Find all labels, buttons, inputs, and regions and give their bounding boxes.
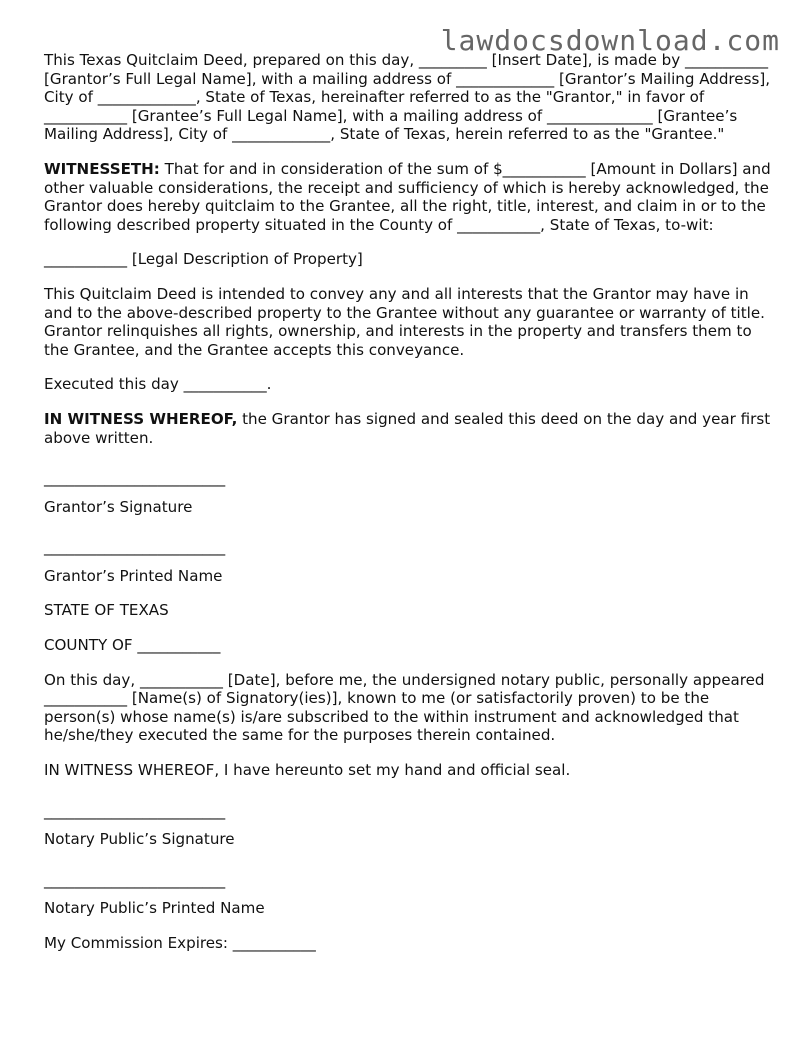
in-witness-heading: IN WITNESS WHEREOF, bbox=[44, 409, 238, 428]
grantor-signature-line: ________________________ bbox=[44, 469, 226, 488]
witnesseth-text: That for and in consideration of the sum of $___________ [Amount in Dollars] and other valuable considerations, the receipt and sufficiency of which is hereby acknowledged, the Grantor does hereby quitclaim to the Grantee, all the right, title, interest, and claim in or to the following described property situated in the County of ___________, State of Texas, to-wit: bbox=[44, 159, 771, 234]
witnesseth-paragraph bbox=[44, 160, 774, 234]
notary-signature-label: Notary Public’s Signature bbox=[44, 830, 235, 849]
watermark: lawdocsdownload.com bbox=[440, 24, 780, 57]
legal-description: ___________ [Legal Description of Property] bbox=[44, 250, 363, 269]
intro-paragraph: This Texas Quitclaim Deed, prepared on this day, _________ [Insert Date], is made by ___________ [Grantor’s Full Legal Name], with a mailing address of _____________ [Grantor’s Mailing Address], City of _____________, State of Texas, hereinafter referred to as the "Grantor," in favor of ___________ [Grantee’s Full Legal Name], with a mailing address of ______________ [Grantee’s Mailing Address], City of _____________, State of Texas, herein referred to as the "Grantee." bbox=[44, 51, 771, 144]
in-witness-text: the Grantor has signed and sealed this deed on the day and year first above written. bbox=[44, 409, 771, 447]
witnesseth-heading: WITNESSETH: bbox=[44, 159, 160, 178]
commission-expires: My Commission Expires: ___________ bbox=[44, 934, 316, 952]
notary-signature-line: ________________________ bbox=[44, 801, 226, 820]
executed-line: Executed this day ___________. bbox=[44, 375, 272, 394]
notary-state: STATE OF TEXAS bbox=[44, 601, 169, 620]
notary-county: COUNTY OF ___________ bbox=[44, 636, 221, 655]
notary-acknowledgment: On this day, ___________ [Date], before me, the undersigned notary public, personally appeared ___________ [Name(s) of Signatory(ies)], known to me (or satisfactorily proven) to be the person(s) whose name(s) is/are subscribed to the within instrument and acknowledged that he/she/they executed the same for the purposes therein contained. bbox=[44, 670, 765, 745]
notary-printed-label: Notary Public’s Printed Name bbox=[44, 899, 265, 918]
in-witness-paragraph bbox=[44, 410, 774, 447]
grantor-signature-label: Grantor’s Signature bbox=[44, 497, 193, 516]
grantor-printed-line: ________________________ bbox=[44, 538, 226, 557]
notary-printed-line: ________________________ bbox=[44, 870, 226, 889]
notary-witness-statement: IN WITNESS WHEREOF, I have hereunto set my hand and official seal. bbox=[44, 761, 571, 780]
grantor-printed-label: Grantor’s Printed Name bbox=[44, 566, 223, 585]
document-body bbox=[44, 51, 774, 969]
intent-paragraph: This Quitclaim Deed is intended to convey any and all interests that the Grantor may have in and to the above-described property to the Grantee without any guarantee or warranty of title. Grantor relinquishes all rights, ownership, and interests in the property and transfers them to the Grantee, and the Grantee accepts this conveyance. bbox=[44, 284, 765, 359]
